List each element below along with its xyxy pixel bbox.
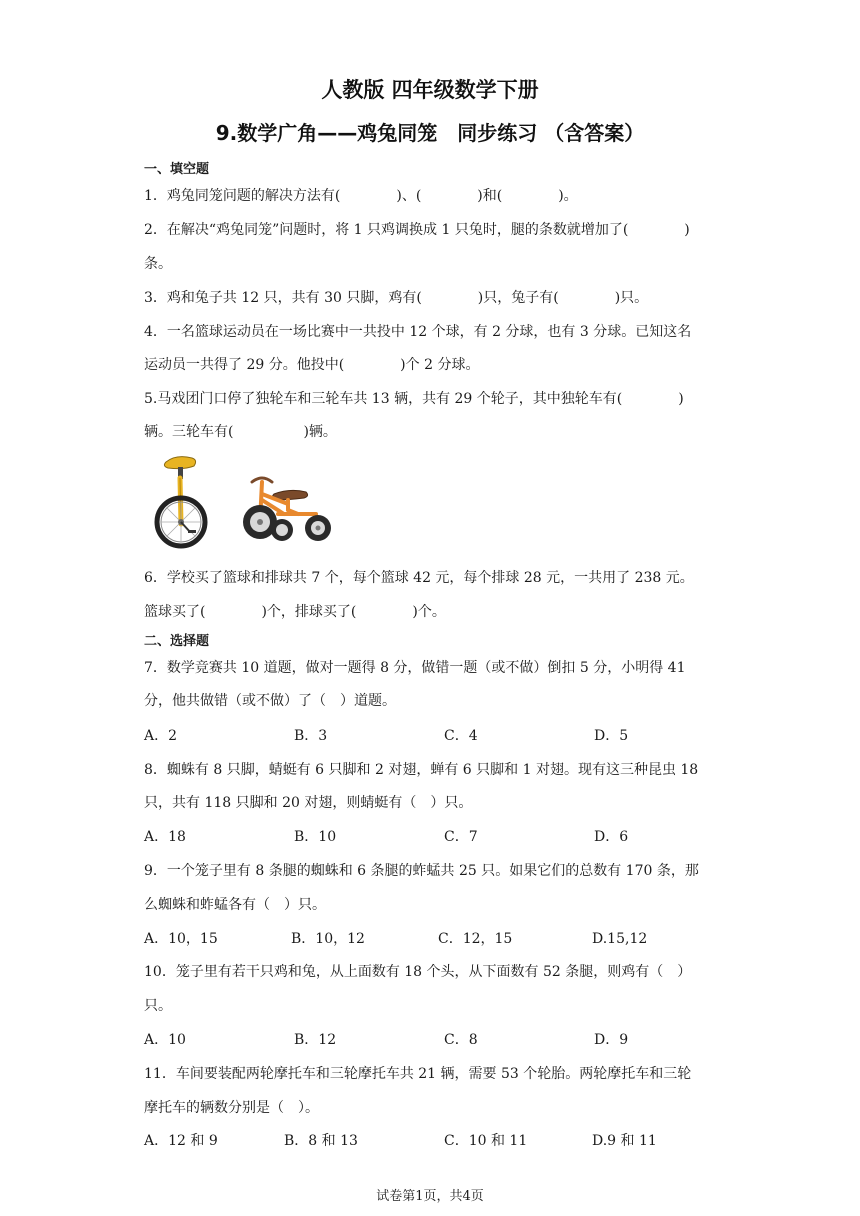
question-2-line-1: 2．在解决“鸡兔同笼”问题时，将 1 只鸡调换成 1 只兔时，腿的条数就增加了( ) (144, 222, 690, 238)
question-8-line-2: 只，共有 118 只脚和 20 对翅，则蜻蜓有（ ）只。 (144, 795, 473, 811)
question-5-line-2: 辆。三轮车有( )辆。 (144, 424, 337, 440)
q10-option-b: B．12 (294, 1032, 337, 1048)
question-8-line-1: 8．蜘蛛有 8 只脚，蜻蜓有 6 只脚和 2 对翅，蝉有 6 只脚和 1 对翅。现有这三种昆虫 18 (144, 762, 699, 778)
question-11-line-2: 摩托车的辆数分别是（ ）。 (144, 1100, 319, 1116)
question-2-line-2: 条。 (144, 256, 172, 272)
question-3: 3．鸡和兔子共 12 只，共有 30 只脚，鸡有( )只，兔子有( )只。 (144, 290, 649, 306)
question-7-line-2: 分，他共做错（或不做）了（ ）道题。 (144, 693, 396, 709)
question-10-line-1: 10．笼子里有若干只鸡和兔，从上面数有 18 个头，从下面数有 52 条腿，则鸡有（ ） (144, 964, 692, 980)
question-10-line-2: 只。 (144, 998, 172, 1014)
q7-option-a: A．2 (144, 728, 178, 744)
question-5-line-1: 5.马戏团门口停了独轮车和三轮车共 13 辆，共有 29 个轮子，其中独轮车有( ) (144, 391, 684, 407)
q8-option-c: C．7 (444, 829, 478, 845)
page-footer: 试卷第1页，共4页 (376, 1189, 484, 1204)
unicycle-illustration (148, 452, 208, 552)
q7-option-d: D．5 (594, 728, 629, 744)
question-6-line-1: 6．学校买了篮球和排球共 7 个，每个篮球 42 元，每个排球 28 元，一共用了 238 元。 (144, 570, 694, 586)
q10-option-d: D．9 (594, 1032, 629, 1048)
q8-option-d: D．6 (594, 829, 629, 845)
q8-option-a: A．18 (144, 829, 186, 845)
question-4-line-2: 运动员一共得了 29 分。他投中( )个 2 分球。 (144, 357, 480, 373)
q9-option-d: D.15,12 (592, 931, 648, 947)
section-heading-multiple-choice: 二、选择题 (144, 634, 210, 649)
question-4-line-1: 4．一名篮球运动员在一场比赛中一共投中 12 个球，有 2 分球，也有 3 分球。已知这名 (144, 324, 692, 340)
question-9-line-1: 9．一个笼子里有 8 条腿的蜘蛛和 6 条腿的蚱蜢共 25 只。如果它们的总数有 170 条，那 (144, 863, 699, 879)
q9-option-b: B．10，12 (291, 931, 365, 947)
q11-option-d: D.9 和 11 (592, 1133, 657, 1149)
question-11-line-1: 11．车间要装配两轮摩托车和三轮摩托车共 21 辆，需要 53 个轮胎。两轮摩托车和三轮 (144, 1066, 692, 1082)
section-heading-fill-in: 一、填空题 (144, 162, 210, 177)
page-subtitle: 9.数学广角——鸡兔同笼 同步练习 （含答案） (215, 121, 645, 145)
q8-option-b: B．10 (294, 829, 337, 845)
q11-option-a: A．12 和 9 (144, 1133, 218, 1149)
page-title: 人教版 四年级数学下册 (321, 78, 539, 102)
q9-option-c: C．12，15 (438, 931, 513, 947)
q9-option-a: A．10，15 (144, 931, 218, 947)
question-1: 1．鸡兔同笼问题的解决方法有( )、( )和( )。 (144, 188, 578, 204)
q11-option-b: B．8 和 13 (284, 1133, 358, 1149)
question-6-line-2: 篮球买了( )个，排球买了( )个。 (144, 604, 446, 620)
q7-option-c: C．4 (444, 728, 478, 744)
tricycle-illustration (238, 470, 334, 544)
q10-option-a: A．10 (144, 1032, 186, 1048)
question-9-line-2: 么蜘蛛和蚱蜢各有（ ）只。 (144, 897, 326, 913)
question-7-line-1: 7．数学竞赛共 10 道题，做对一题得 8 分，做错一题（或不做）倒扣 5 分，小明得 41 (144, 660, 686, 676)
q10-option-c: C．8 (444, 1032, 478, 1048)
q11-option-c: C．10 和 11 (444, 1133, 528, 1149)
q7-option-b: B．3 (294, 728, 328, 744)
